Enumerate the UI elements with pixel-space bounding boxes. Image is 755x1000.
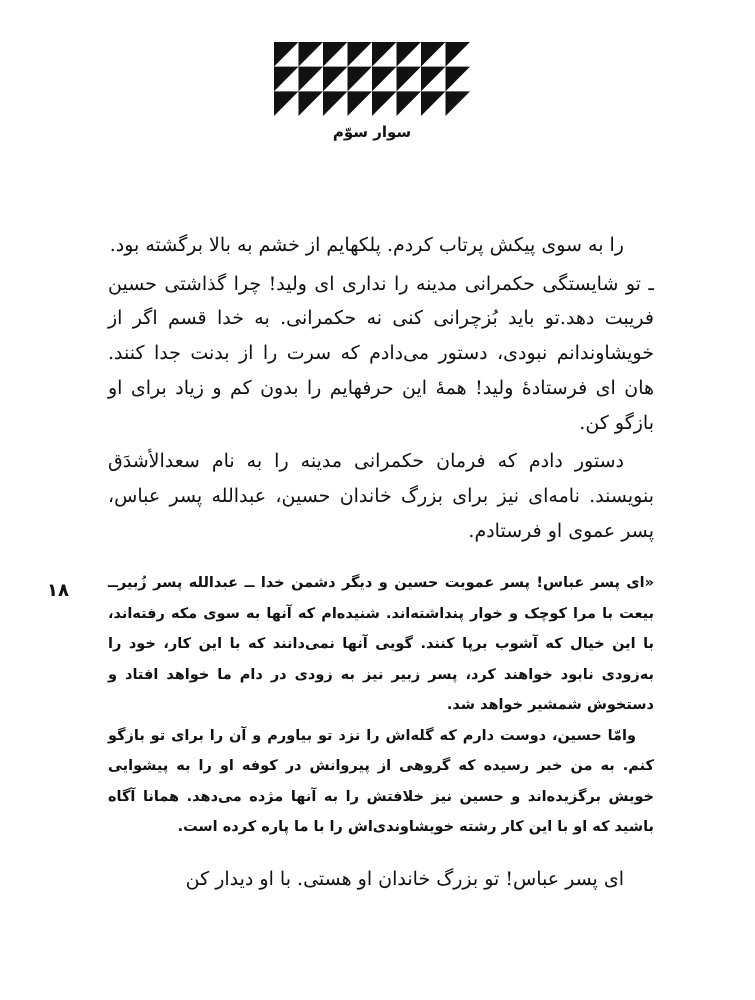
closing-text	[108, 862, 654, 896]
letter-quote	[108, 568, 654, 843]
ornament-triangle	[348, 67, 373, 92]
ornament-triangle	[446, 42, 471, 67]
ornament-triangle	[299, 67, 324, 92]
ornament-triangle	[274, 42, 299, 67]
body-paragraph: دستور دادم که فرمان حکمرانی مدینه را به نام سعدالأشدَق بنویسند. نامه‌ای نیز برای بزرگ خاندان حسین، عبدالله پسر عباس، پسر عموی او فرستادم.	[108, 450, 654, 542]
triangle-ornament	[274, 42, 470, 116]
ornament-triangle	[421, 91, 446, 116]
ornament-triangle	[446, 67, 471, 92]
ornament-triangle	[274, 91, 299, 116]
ornament-triangle	[446, 91, 471, 116]
ornament-triangle	[397, 91, 422, 116]
body-paragraph: ـ تو شایستگی حکمرانی مدینه را نداری ای ولید! چرا گذاشتی حسین فریبت دهد.تو باید بُزچرانی کنی نه حکمرانی. به خدا قسم اگر از خویشاوندانم نبودی، دستور می‌دادم که سرت را از بدنت جدا کنند. هان ای فرستادهٔ ولید! همهٔ این حرفهایم را بدون کم و زیاد برای او بازگو کن.	[108, 272, 654, 434]
ornament-triangle	[372, 67, 397, 92]
ornament-triangle	[323, 91, 348, 116]
ornament-triangle	[348, 91, 373, 116]
ornament-triangle	[299, 42, 324, 67]
letter-paragraph: «ای پسر عباس! پسر عموبت حسین و دیگر دشمن خدا ــ عبدالله پسر زُبیرــ بیعت با مرا کوچک و خوار پنداشته‌اند. شنیده‌ام که آنها به سوی مکه رفته‌اند، با این خیال که آشوب برپا کنند. گویی آنها نمی‌دانند که با این کار، خود را به‌زودی نابود خواهند کرد، پسر زبیر نیز به زودی در دام ما خواهد افتاد و دستخوش شمشیر خواهد شد.	[108, 575, 654, 713]
ornament-triangle	[372, 91, 397, 116]
chapter-title: سوار سوّم	[332, 123, 412, 141]
ornament-triangle	[323, 42, 348, 67]
letter-paragraph: وامّا حسین، دوست دارم که گله‌اش را نزد تو بیاورم و آن را برای تو بازگو کنم. به من خبر رسیده که گروهی از پیروانش در کوفه او را به پیشوایی خویش برگزیده‌اند و حسین نیز خلافتش را به آنها مژده می‌دهد. همانا آگاه باشید که او با این کار رشته خویشاوندی‌اش را با ما پاره کرده است.	[108, 727, 654, 835]
ornament-triangle	[397, 67, 422, 92]
body-text	[108, 228, 654, 552]
ornament-triangle	[397, 42, 422, 67]
ornament-triangle	[323, 67, 348, 92]
ornament-triangle	[372, 42, 397, 67]
closing-line: ای پسر عباس! تو بزرگ خاندان او هستی. با او دیدار کن	[185, 868, 624, 890]
ornament-triangle	[274, 67, 299, 92]
ornament-triangle	[348, 42, 373, 67]
ornament-triangle	[421, 67, 446, 92]
page-number: ۱۸	[47, 580, 69, 601]
ornament-triangle	[421, 42, 446, 67]
ornament-triangle	[299, 91, 324, 116]
body-paragraph: را به سوی پیکش پرتاب کردم. پلکهایم از خشم به بالا برگشته بود.	[109, 234, 624, 256]
